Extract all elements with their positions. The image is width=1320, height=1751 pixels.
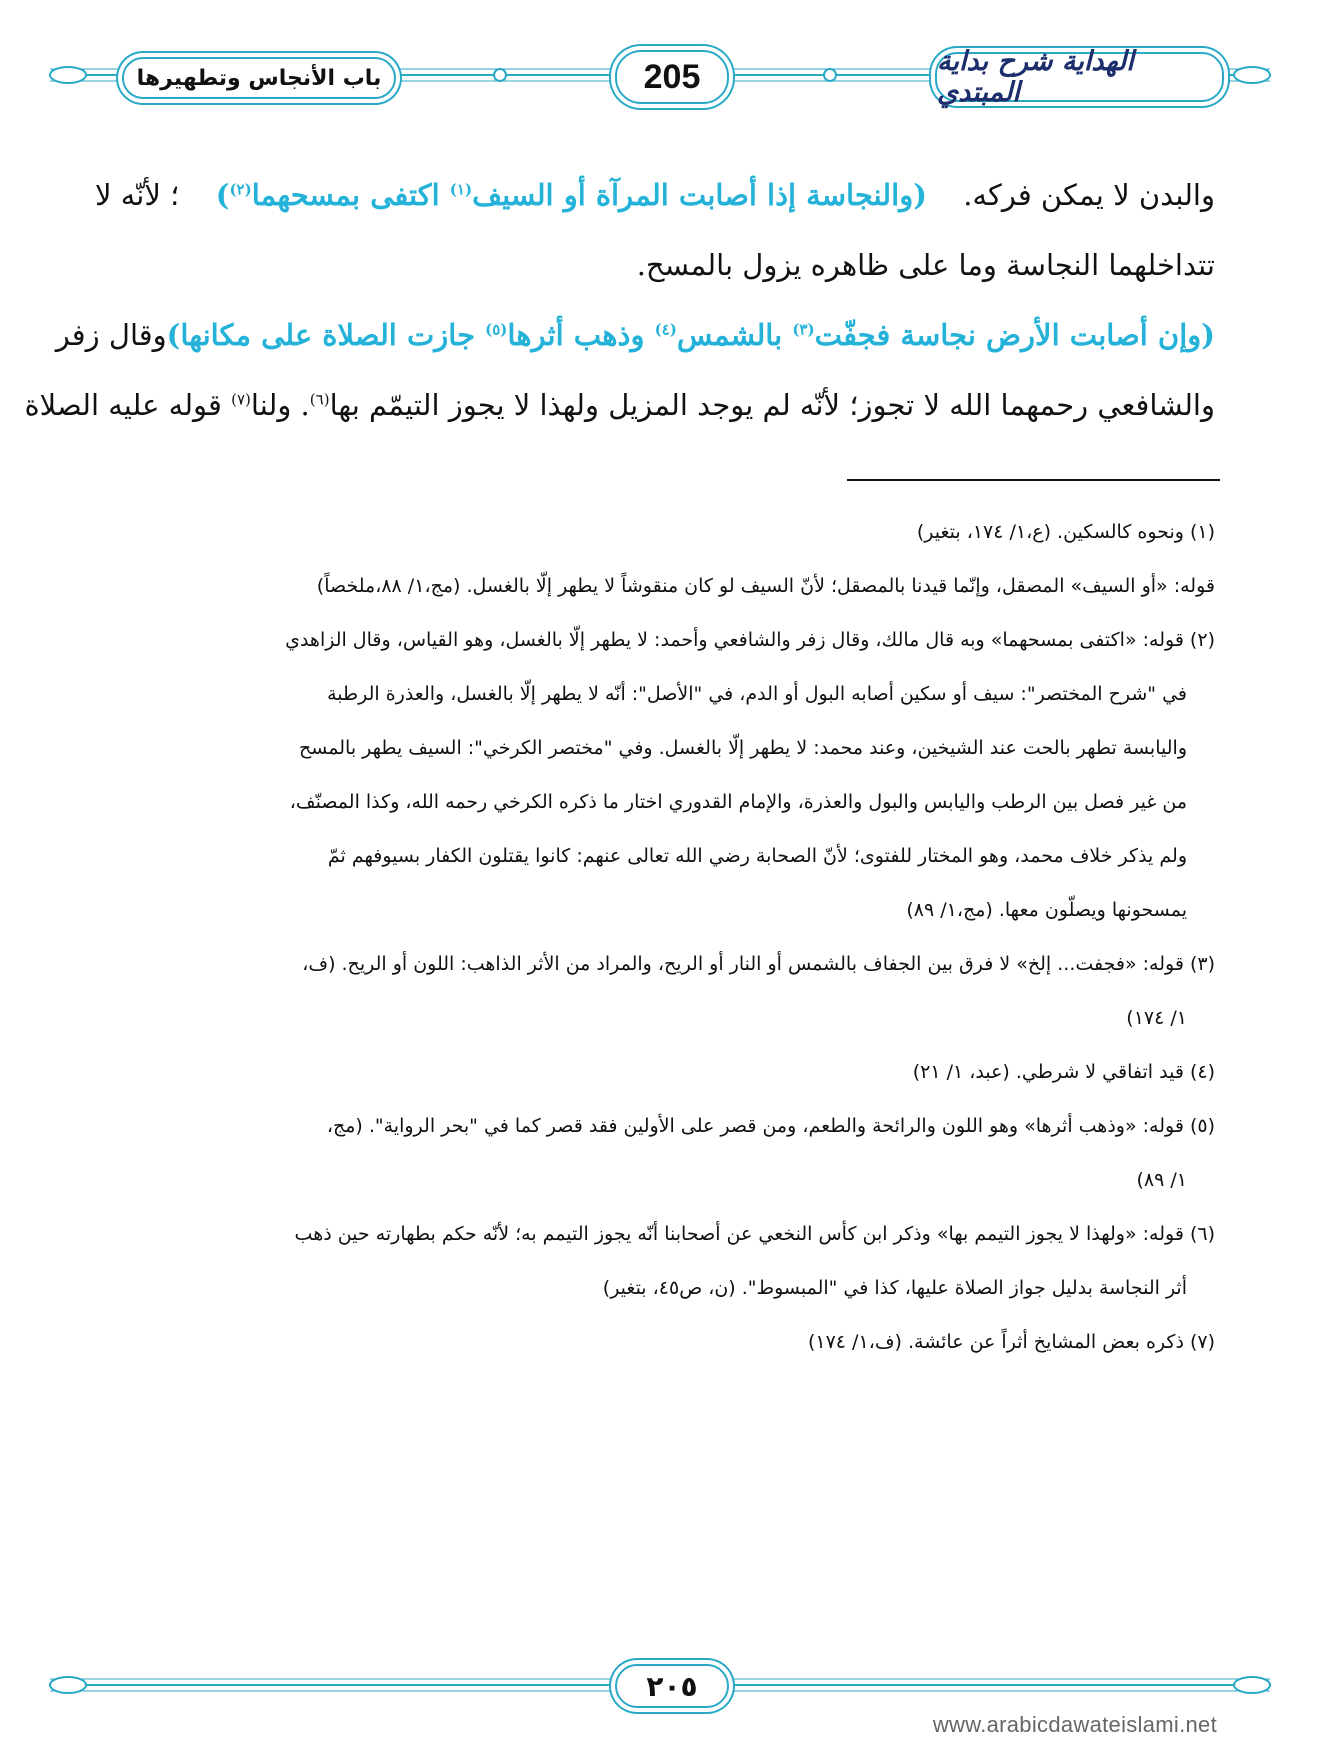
- main-line-2: تتداخلهما النجاسة وما على ظاهره يزول بالمسح.: [636, 248, 1215, 282]
- website-url: www.arabicdawateislami.net: [932, 1712, 1217, 1737]
- footnote-line: واليابسة تطهر بالحت عند الشيخين، وعند محمد: لا يطهر إلّا بالغسل. وفي "مختصر الكرخي": السيف يطهر بالمسح: [299, 737, 1187, 759]
- footnote-line: (٧) ذكره بعض المشايخ أثراً عن عائشة. (ف،١/ ١٧٤): [807, 1331, 1215, 1353]
- page-footer: [40, 1660, 1280, 1710]
- footnote-line: (٤) قيد اتفاقي لا شرطي. (عبد، ١/ ٢١): [912, 1061, 1215, 1083]
- text-span: والشافعي رحمهما الله لا تجوز؛ لأنّه لم يوجد المزيل ولهذا لا يجوز التيمّم بها$^{(٦)}$. ولنا$^{(٧)}$ قوله عليه الصلاة: [24, 388, 1215, 422]
- footnote-line: (١) ونحوه كالسكين. (ع،١/ ١٧٤، بتغير): [916, 521, 1215, 543]
- text-span: ؛ لأنّه لا: [95, 178, 180, 212]
- text-span: والبدن لا يمكن فركه.: [963, 178, 1215, 212]
- main-text: [24, 160, 1215, 440]
- highlight-span: (والنجاسة إذا أصابت المرآة أو السيف$^{(١)}$ اكتفى بمسحهما$^{(٢)}$): [215, 178, 927, 212]
- highlight-span: (وإن أصابت الأرض نجاسة فجفّت$^{(٣)}$ بالشمس$^{(٤)}$ وذهب أثرها$^{(٥)}$ جازت الصلاة على مكانها): [166, 318, 1215, 352]
- footnote-separator: [847, 479, 1220, 481]
- footnotes: [95, 505, 1215, 1369]
- main-line-4: [24, 370, 1215, 440]
- footnote-line: (٣) قوله: «فجفت... إلخ» لا فرق بين الجفاف بالشمس أو النار أو الريح، والمراد من الأثر الذاهب: اللون أو الريح. (ف،: [302, 953, 1215, 975]
- chapter-title: باب الأنجاس وتطهيرها: [122, 57, 396, 99]
- footnote-line: ولم يذكر خلاف محمد، وهو المختار للفتوى؛ لأنّ الصحابة رضي الله تعالى عنهم: كانوا يقتلون الكفار بسيوفهم ثمّ: [327, 845, 1187, 867]
- footnote-line: ١/ ٨٩): [1136, 1169, 1187, 1191]
- main-line-3: [55, 300, 1215, 370]
- main-line-1: [95, 160, 1215, 230]
- footnote-line: قوله: «أو السيف» المصقل، وإنّما قيدنا بالمصقل؛ لأنّ السيف لو كان منقوشاً لا يطهر إلّا بالغسل. (مج،١/ ٨٨،ملخصاً): [316, 575, 1215, 597]
- text-span: وقال زفر: [55, 318, 167, 352]
- footnote-line: (٢) قوله: «اكتفى بمسحهما» وبه قال مالك، وقال زفر والشافعي وأحمد: لا يطهر إلّا بالغسل، وهو القياس، وقال الزاهدي: [285, 629, 1215, 651]
- book-title: الهداية شرح بداية المبتدي: [935, 52, 1224, 102]
- footnote-line: أثر النجاسة بدليل جواز الصلاة عليها، كذا في "المبسوط". (ن، ص٤٥، بتغير): [602, 1277, 1187, 1299]
- footnote-line: ١/ ١٧٤): [1126, 1007, 1187, 1029]
- footer-page-number: ٢٠٥: [615, 1664, 729, 1708]
- page-header: [40, 40, 1280, 110]
- footnote-line: (٥) قوله: «وذهب أثرها» وهو اللون والرائحة والطعم، ومن قصر على الأولين فقد قصر كما في "بحر الرواية". (مج،: [326, 1115, 1215, 1137]
- footnote-line: في "شرح المختصر": سيف أو سكين أصابه البول أو الدم، في "الأصل": أنّه لا يطهر إلّا بالغسل، والعذرة الرطبة: [327, 683, 1187, 705]
- footnote-line: يمسحونها ويصلّون معها. (مج،١/ ٨٩): [906, 899, 1187, 921]
- footnote-line: من غير فصل بين الرطب واليابس والبول والعذرة، والإمام القدوري اختار ما ذكره الكرخي رحمه الله، وكذا المصنّف،: [289, 791, 1187, 813]
- footnote-line: (٦) قوله: «ولهذا لا يجوز التيمم بها» وذكر ابن كأس النخعي عن أصحابنا أنّه يجوز التيمم به؛ لأنّه حكم بطهارته حين ذهب: [294, 1223, 1215, 1245]
- page-number: 205: [615, 50, 729, 104]
